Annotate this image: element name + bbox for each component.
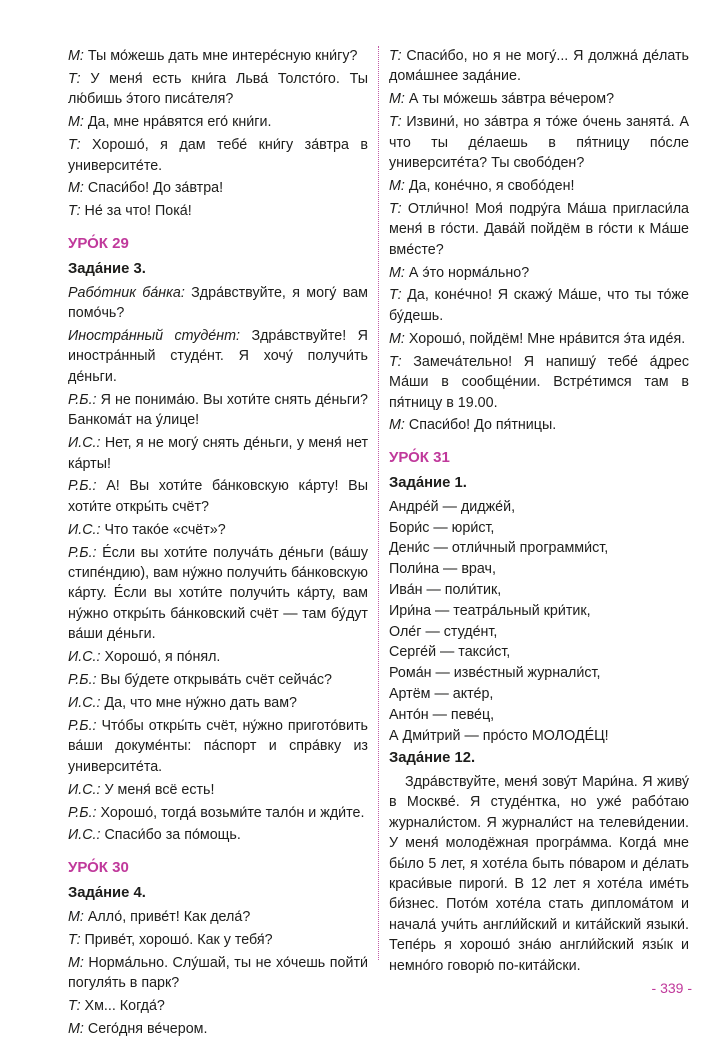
dialogue-text: Замеча́тельно! Я напишу́ тебе́ а́дрес Ма́ши в сообще́нии. Встре́тимся там в пя́тницу в 19.00. — [389, 353, 689, 411]
right-column — [389, 46, 689, 979]
left-column — [68, 46, 368, 1042]
task-heading: Зада́ние 3. — [68, 260, 146, 277]
dialogue-line — [68, 135, 368, 176]
speaker-label: Рабо́тник ба́нка: — [68, 284, 185, 301]
dialogue-text: Отли́чно! Моя́ подру́га Ма́ша пригласи́ла меня́ в го́сти. Дава́й пойдём в го́сти к Ма́ше вме́сте? — [389, 200, 689, 258]
dialogue-line — [68, 46, 368, 66]
list-item: Рома́н — изве́стный журнали́ст, — [389, 665, 601, 682]
dialogue-line — [389, 89, 689, 109]
speaker-label: М: — [389, 330, 405, 347]
dialogue-line — [389, 199, 689, 260]
speaker-label: Р.Б.: — [68, 391, 97, 408]
speaker-label: М: — [68, 180, 84, 197]
speaker-label: Т: — [68, 997, 81, 1014]
dialogue-text: У меня́ всё есть! — [104, 781, 215, 798]
dialogue-text: Нет, я не могу́ снять де́ньги, у меня́ нет ка́рты! — [68, 435, 368, 472]
dialogue-line — [68, 780, 368, 800]
lesson-heading: УРО́К 31 — [389, 448, 450, 466]
dialogue-text: Спаси́бо! До за́втра! — [87, 180, 224, 197]
speaker-label: Т: — [68, 931, 81, 948]
dialogue-text: Что тако́е «счёт»? — [104, 521, 226, 538]
lesson-heading: УРО́К 30 — [68, 858, 129, 876]
dialogue-text: Я не понима́ю. Вы хоти́те снять де́ньги? Банкома́т на у́лице! — [68, 391, 368, 429]
dialogue-text: Да, коне́чно, я свобо́ден! — [408, 177, 575, 194]
speaker-label: Иностра́нный студе́нт: — [68, 328, 240, 345]
dialogue-line — [68, 716, 368, 777]
speaker-label: Р.Б.: — [68, 717, 97, 734]
dialogue-line — [68, 69, 368, 110]
dialogue-line — [68, 693, 368, 713]
task-heading: Зада́ние 12. — [389, 749, 476, 766]
dialogue-text: Спаси́бо! До пя́тницы. — [408, 417, 557, 434]
dialogue-line — [68, 803, 368, 823]
speaker-label: Р.Б.: — [68, 544, 97, 561]
speaker-label: М: — [68, 114, 84, 131]
dialogue-text: Хорошо́, пойдём! Мне нра́вится э́та иде́я. — [408, 330, 686, 347]
speaker-label: И.С.: — [68, 521, 101, 538]
dialogue-line — [68, 953, 368, 994]
list-item: Оле́г — студе́нт, — [389, 623, 498, 640]
speaker-label: И.С.: — [68, 781, 101, 798]
dialogue-text: Здра́вствуйте! Я иностра́нный студе́нт. Я хочу́ получи́ть де́ньги. — [68, 328, 368, 385]
dialogue-text: Алло́, приве́т! Как дела́? — [87, 908, 251, 925]
speaker-label: Т: — [68, 137, 81, 154]
dialogue-line — [389, 263, 689, 283]
speaker-label: Т: — [68, 203, 81, 220]
speaker-label: Т: — [389, 287, 402, 304]
dialogue-line — [389, 176, 689, 196]
speaker-label: Т: — [389, 353, 402, 370]
dialogue-line — [68, 930, 368, 950]
list-item: Андре́й — дидже́й, — [389, 498, 516, 515]
dialogue-line — [68, 433, 368, 474]
dialogue-line — [68, 996, 368, 1016]
speaker-label: М: — [68, 48, 84, 64]
dialogue-text: Здра́вствуйте, я могу́ вам помо́чь? — [68, 284, 368, 322]
speaker-label: М: — [68, 954, 84, 971]
dialogue-line — [68, 670, 368, 690]
speaker-label: Т: — [389, 200, 402, 217]
dialogue-line — [389, 46, 689, 87]
speaker-label: Р.Б.: — [68, 804, 97, 821]
speaker-label: Р.Б.: — [68, 478, 97, 495]
list-item: Дени́с — отли́чный программи́ст, — [389, 540, 609, 557]
speaker-label: М: — [68, 908, 84, 925]
speaker-label: Т: — [389, 48, 402, 64]
dialogue-line — [389, 112, 689, 173]
dialogue-line — [68, 647, 368, 667]
dialogue-text: Вы бу́дете открыва́ть счёт сейча́с? — [100, 672, 332, 689]
dialogue-text: Приве́т, хорошо́. Как у тебя́? — [84, 931, 273, 948]
speaker-label: И.С.: — [68, 649, 101, 666]
speaker-label: Т: — [68, 70, 81, 87]
list-item: Поли́на — врач, — [389, 561, 496, 578]
dialogue-text: Е́сли вы хоти́те получа́ть де́ньги (ва́шу стипе́ндию), вам ну́жно получи́ть ба́нковскую ка́рту. Е́сли вы хоти́те получи́ть ка́рту, вам ну́жно откры́ть ба́нковский счёт — там бу́дут ва́ши де́ньги. — [68, 544, 368, 643]
dialogue-text: Не́ за что! Пока́! — [84, 203, 192, 220]
task-heading: Зада́ние 1. — [389, 474, 467, 491]
dialogue-text: Ты мо́жешь дать мне интере́сную кни́гу? — [87, 48, 358, 64]
dialogue-line — [68, 907, 368, 927]
dialogue-line — [389, 285, 689, 326]
speaker-label: М: — [389, 91, 405, 108]
dialogue-text: А э́то норма́льно? — [408, 264, 530, 281]
dialogue-line — [68, 201, 368, 221]
dialogue-line — [389, 352, 689, 413]
speaker-label: И.С.: — [68, 694, 101, 711]
dialogue-line — [68, 1019, 368, 1039]
dialogue-line — [68, 112, 368, 132]
speaker-label: М: — [68, 1020, 84, 1037]
list-item: Ири́на — театра́льный кри́тик, — [389, 602, 591, 619]
dialogue-text: Хорошо́, я дам тебе́ кни́гу за́втра в университе́те. — [68, 137, 368, 174]
speaker-label: Т: — [389, 114, 402, 131]
dialogue-text: Норма́льно. Слу́шай, ты не хо́чешь пойти́ погуля́ть в парк? — [68, 954, 368, 992]
speaker-label: И.С.: — [68, 435, 101, 452]
dialogue-text: Да, коне́чно! Я скажу́ Ма́ше, что ты то́же бу́дешь. — [389, 287, 689, 324]
dialogue-text: Спаси́бо за по́мощь. — [104, 827, 241, 844]
dialogue-line — [68, 476, 368, 517]
dialogue-line — [68, 825, 368, 845]
list-item: А Дми́трий — про́сто МОЛОДЕ́Ц! — [389, 727, 609, 744]
speaker-label: М: — [389, 417, 405, 434]
dialogue-line — [68, 283, 368, 324]
dialogue-line — [389, 415, 689, 435]
dialogue-text: Спаси́бо, но я не могу́... Я должна́ де́лать дома́шнее зада́ние. — [389, 48, 689, 85]
dialogue-text: Хм... Когда́? — [84, 997, 165, 1014]
dialogue-line — [68, 178, 368, 198]
dialogue-text: Сего́дня ве́чером. — [87, 1020, 208, 1037]
list-item: Серге́й — такси́ст, — [389, 644, 511, 661]
column-divider — [378, 46, 379, 960]
dialogue-text: Да, мне нра́вятся его́ кни́ги. — [87, 114, 272, 131]
speaker-label: М: — [389, 264, 405, 281]
dialogue-line — [68, 543, 368, 645]
dialogue-line — [68, 520, 368, 540]
speaker-label: И.С.: — [68, 827, 101, 844]
list-item: Ива́н — поли́тик, — [389, 582, 502, 598]
dialogue-text: Хорошо́, я по́нял. — [104, 649, 221, 666]
dialogue-text: А ты мо́жешь за́втра ве́чером? — [408, 91, 615, 108]
speaker-label: Р.Б.: — [68, 672, 97, 689]
dialogue-line — [68, 326, 368, 387]
dialogue-text: Что́бы откры́ть счёт, ну́жно пригото́вить ва́ши докуме́нты: па́спорт и спра́вку из университе́та. — [68, 717, 368, 775]
dialogue-text: Хорошо́, тогда́ возьми́те тало́н и жди́те. — [100, 804, 365, 821]
dialogue-text: А! Вы хоти́те ба́нковскую ка́рту! Вы хоти́те откры́ть счёт? — [68, 478, 368, 515]
list-item: Анто́н — певе́ц, — [389, 706, 495, 723]
dialogue-text: У меня́ есть кни́га Льва́ Толсто́го. Ты лю́бишь э́того писа́теля? — [68, 70, 368, 108]
dialogue-line — [68, 390, 368, 431]
dialogue-text: Извини́, но за́втра я то́же о́чень занята́. А что ты де́лаешь в пя́тницу по́сле университе́та? Ты свобо́ден? — [389, 114, 689, 172]
lesson-heading: УРО́К 29 — [68, 234, 129, 252]
page-number: - 339 - — [651, 980, 692, 996]
list-item: Бори́с — юри́ст, — [389, 519, 495, 536]
dialogue-text: Да, что мне ну́жно дать вам? — [104, 694, 297, 711]
list-item: Артём — акте́р, — [389, 685, 494, 702]
speaker-label: М: — [389, 177, 405, 194]
text-paragraph: Здра́вствуйте, меня́ зову́т Мари́на. Я живу́ в Москве́. Я студе́нтка, но уже́ рабо́таю журнали́стом. Я журнали́ст на телеви́дении. У меня́ молодёжная програ́мма. Когда́ мне бы́ло 5 лет, я хоте́ла быть по́варом и де́лать краси́вые пироги́. В 12 лет я хоте́ла име́ть би́знес. Пото́м хоте́ла стать диплома́том и начала́ учи́ть англи́йский и кита́йский языки́. Тепе́рь я хорошо́ зна́ю англи́йский язы́к и немно́го говорю́ по-кита́йски. — [389, 773, 689, 974]
dialogue-line — [389, 329, 689, 349]
task-heading: Зада́ние 4. — [68, 884, 146, 901]
